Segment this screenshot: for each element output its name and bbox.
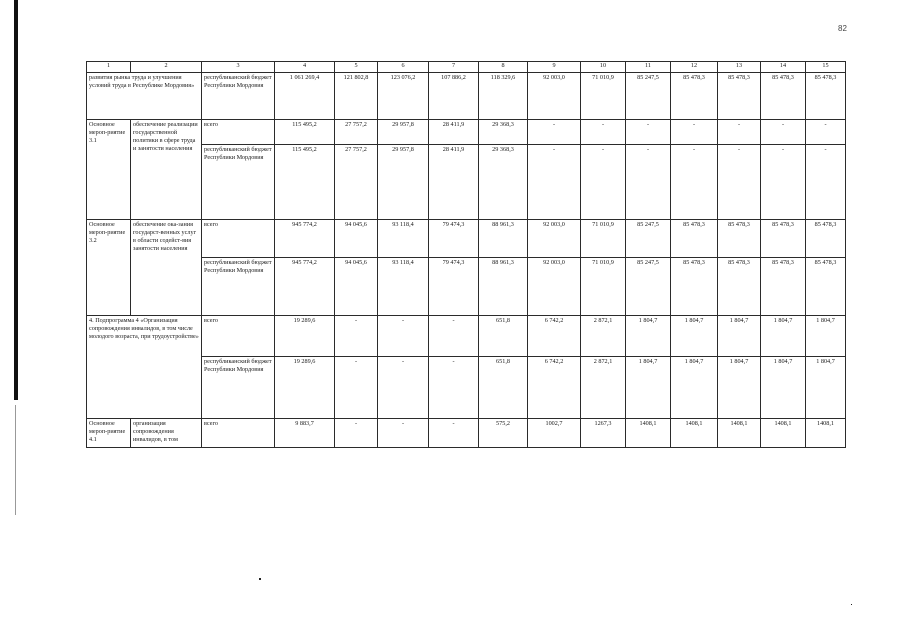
value-cell: 107 886,2 [429,73,479,120]
value-cell: 85 478,3 [806,258,846,316]
value-cell: 1 061 269,4 [275,73,335,120]
value-cell: 1408,1 [806,419,846,448]
value-cell: 92 003,0 [528,258,581,316]
value-cell: - [761,120,806,145]
budget-table [86,61,846,448]
value-cell: 115 495,2 [275,145,335,220]
value-cell: - [581,145,626,220]
value-cell: 93 118,4 [378,220,429,258]
value-cell: - [671,120,718,145]
scan-speck [851,604,852,605]
value-cell: 85 478,3 [761,220,806,258]
value-cell: - [718,145,761,220]
value-cell: 85 478,3 [761,258,806,316]
value-cell: - [378,419,429,448]
value-cell: 19 289,6 [275,357,335,419]
value-cell: 1 804,7 [671,316,718,357]
value-cell: 1408,1 [761,419,806,448]
value-cell: 85 247,5 [626,220,671,258]
value-cell: 85 247,5 [626,258,671,316]
value-cell: 85 478,3 [718,258,761,316]
column-header: 8 [479,62,528,73]
value-cell: 1002,7 [528,419,581,448]
funding-source-cell: республиканский бюджет Республики Мордовия [202,258,275,316]
scan-speck [259,578,261,580]
value-cell: 79 474,3 [429,258,479,316]
value-cell: - [429,419,479,448]
value-cell: - [581,120,626,145]
value-cell: - [429,357,479,419]
column-header: 1 [87,62,131,73]
value-cell: 29 957,8 [378,145,429,220]
value-cell: - [671,145,718,220]
column-header: 12 [671,62,718,73]
column-header: 13 [718,62,761,73]
funding-source-cell: республиканский бюджет Республики Мордовия [202,73,275,120]
value-cell: - [528,120,581,145]
value-cell: - [378,357,429,419]
value-cell: 94 045,6 [335,258,378,316]
value-cell: 1 804,7 [626,357,671,419]
table-row [87,73,846,120]
value-cell: 88 961,3 [479,258,528,316]
value-cell: - [528,145,581,220]
column-header: 9 [528,62,581,73]
column-header: 2 [131,62,202,73]
value-cell: 945 774,2 [275,258,335,316]
value-cell: 94 045,6 [335,220,378,258]
value-cell: 85 478,3 [671,220,718,258]
value-cell: 1 804,7 [806,316,846,357]
value-cell: - [335,316,378,357]
column-header: 3 [202,62,275,73]
value-cell: 79 474,3 [429,220,479,258]
value-cell: 93 118,4 [378,258,429,316]
value-cell: - [626,120,671,145]
value-cell: 28 411,9 [429,120,479,145]
value-cell: 85 478,3 [806,220,846,258]
column-header: 4 [275,62,335,73]
activity-label-cell: Основное мероп-риятие 4.1 [87,419,131,448]
value-cell: 1 804,7 [626,316,671,357]
funding-source-cell: всего [202,316,275,357]
value-cell: 85 478,3 [718,220,761,258]
activity-name-cell: обеспечение реализации государственной политики в сфере труда и занятости населения [131,120,202,220]
activity-label-cell: Основное мероп-риятие 3.1 [87,120,131,220]
value-cell: 1 804,7 [761,357,806,419]
value-cell: 85 478,3 [806,73,846,120]
value-cell: 115 495,2 [275,120,335,145]
activity-label-cell: Основное мероп-риятие 3.2 [87,220,131,316]
value-cell: 29 957,8 [378,120,429,145]
value-cell: 6 742,2 [528,357,581,419]
value-cell: 29 368,3 [479,145,528,220]
program-name-cell: развития рынка труда и улучшения условий труда в Республике Мордовия» [87,73,202,120]
table-row [87,316,846,357]
value-cell: 71 010,9 [581,258,626,316]
value-cell: 85 478,3 [671,73,718,120]
value-cell: - [335,419,378,448]
column-header: 15 [806,62,846,73]
value-cell: - [429,316,479,357]
value-cell: 2 872,1 [581,316,626,357]
value-cell: 28 411,9 [429,145,479,220]
funding-source-cell: всего [202,220,275,258]
value-cell: 1 804,7 [761,316,806,357]
value-cell: - [806,120,846,145]
activity-name-cell: обеспечение ока-зания государст-венных услуг в области содейст-вия занятости населения [131,220,202,316]
value-cell: 85 478,3 [671,258,718,316]
column-header: 5 [335,62,378,73]
value-cell: - [335,357,378,419]
funding-source-cell: всего [202,419,275,448]
column-header: 11 [626,62,671,73]
value-cell: 1 804,7 [671,357,718,419]
value-cell: - [806,145,846,220]
value-cell: 1 804,7 [718,357,761,419]
value-cell: 1 804,7 [806,357,846,419]
value-cell: 651,8 [479,357,528,419]
funding-source-cell: республиканский бюджет Республики Мордовия [202,145,275,220]
scan-edge-shadow [14,0,18,400]
value-cell: - [761,145,806,220]
table-row [87,419,846,448]
value-cell: 6 742,2 [528,316,581,357]
column-number-row [87,62,846,73]
value-cell: 1267,3 [581,419,626,448]
value-cell: 71 010,9 [581,220,626,258]
value-cell: 29 368,3 [479,120,528,145]
value-cell: 27 757,2 [335,120,378,145]
value-cell: - [378,316,429,357]
value-cell: 123 076,2 [378,73,429,120]
scan-edge-faint-line [15,405,16,515]
value-cell: 9 883,7 [275,419,335,448]
value-cell: 651,8 [479,316,528,357]
value-cell: 88 961,3 [479,220,528,258]
value-cell: 1408,1 [671,419,718,448]
value-cell: - [626,145,671,220]
value-cell: 85 478,3 [761,73,806,120]
table-row [87,220,846,258]
column-header: 6 [378,62,429,73]
value-cell: 945 774,2 [275,220,335,258]
value-cell: 92 003,0 [528,220,581,258]
value-cell: 1 804,7 [718,316,761,357]
column-header: 7 [429,62,479,73]
value-cell: 2 872,1 [581,357,626,419]
value-cell: 27 757,2 [335,145,378,220]
value-cell: 1408,1 [626,419,671,448]
value-cell: 118 329,6 [479,73,528,120]
funding-source-cell: всего [202,120,275,145]
value-cell: - [718,120,761,145]
value-cell: 71 010,9 [581,73,626,120]
value-cell: 575,2 [479,419,528,448]
value-cell: 85 247,5 [626,73,671,120]
value-cell: 92 003,0 [528,73,581,120]
value-cell: 1408,1 [718,419,761,448]
value-cell: 19 289,6 [275,316,335,357]
table-row [87,120,846,145]
value-cell: 121 802,8 [335,73,378,120]
page-number: 82 [838,24,847,33]
value-cell: 85 478,3 [718,73,761,120]
funding-source-cell: республиканский бюджет Республики Мордовия [202,357,275,419]
column-header: 10 [581,62,626,73]
column-header: 14 [761,62,806,73]
subprogram-name-cell: 4. Подпрограмма 4 «Организация сопровождения инвалидов, в том числе молодого возраста, при трудоустройстве» [87,316,202,419]
activity-name-cell: организация сопровождения инвалидов, в том [131,419,202,448]
